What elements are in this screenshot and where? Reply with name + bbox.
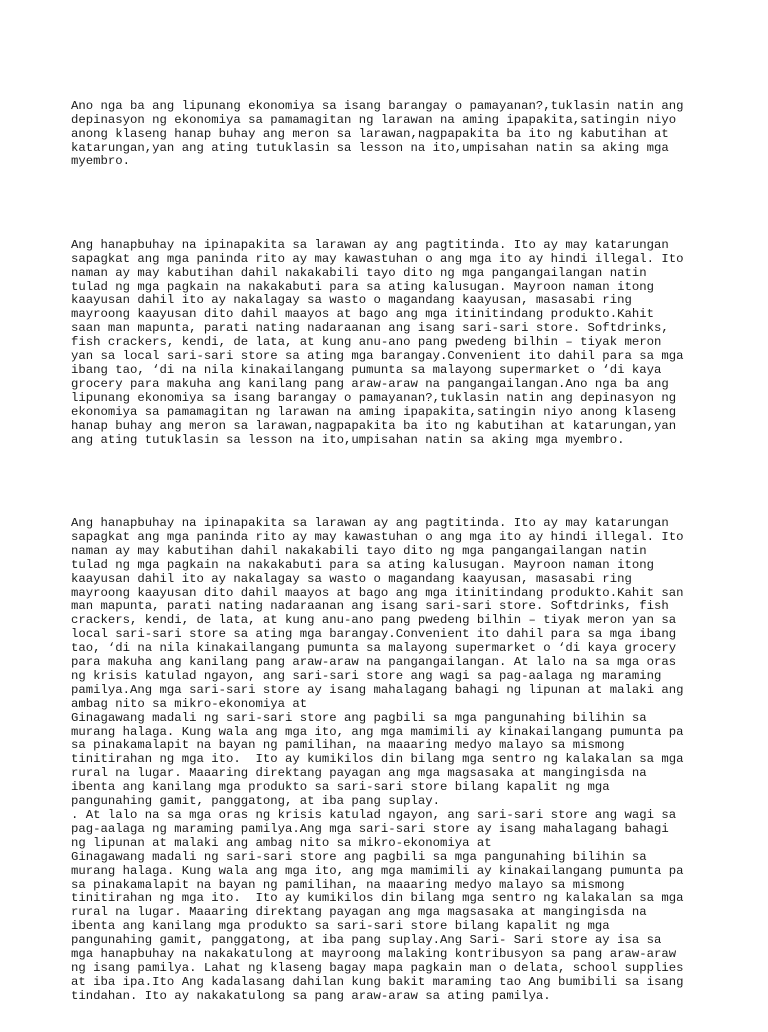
- body-paragraph-1: Ang hanapbuhay na ipinapakita sa larawan ay ang pagtitinda. Ito ay may katarungan sapagkat ang mga paninda rito ay may kawastuhan o ang mga ito ay hindi illegal. Ito naman ay may kabutihan dahil nakakabili tayo dito ng mga pangangailangan natin tulad ng mga pagkain na nakakabuti para sa ating kalusugan. Mayroon naman itong kaayusan dahil ito ay nakalagay sa wasto o magandang kaayusan, masasabi ring mayroong kaayusan dito dahil maayos at bago ang mga itinitindang produkto.Kahit saan man mapunta, parati nating nadaraanan ang isang sari-sari store. Softdrinks, fish crackers, kendi, de lata, at kung anu-ano pang pwedeng bilhin – tiyak meron yan sa local sari-sari store sa ating mga barangay.Convenient ito dahil para sa mga ibang tao, ‘di na nila kinakailangang pumunta sa malayong supermarket o ‘di kaya grocery para makuha ang kanilang pang araw-araw na pangangailangan.Ano nga ba ang lipunang ekonomiya sa isang barangay o pamayanan?,tuklasin natin ang depinasyon ng ekonomiya sa pamamagitan ng larawan na aming ipapakita,satingin niyo anong klaseng hanap buhay ang meron sa larawan,nagpapakita ba ito ng kabutihan at katarungan,yan ang ating tutuklasin sa lesson na ito,umpisahan natin sa aking mga myembro.: [71, 237, 684, 447]
- paragraph-spacer: [71, 197, 711, 211]
- paragraph-spacer: [71, 475, 711, 489]
- body-paragraph-2: Ang hanapbuhay na ipinapakita sa larawan ay ang pagtitinda. Ito ay may katarungan sapagkat ang mga paninda rito ay may kawastuhan o ang mga ito ay hindi illegal. Ito naman ay may kabutihan dahil nakakabili tayo dito ng mga pangangailangan natin tulad ng mga pagkain na nakakabuti para sa ating kalusugan. Mayroon naman itong kaayusan dahil ito ay nakalagay sa wasto o magandang kaayusan, masasabi ring mayroong kaayusan dito dahil maayos at bago ang mga itinitindang produkto.Kahit san man mapunta, parati nating nadaraanan ang isang sari-sari store. Softdrinks, fish crackers, kendi, de lata, at kung anu-ano pang pwedeng bilhin – tiyak meron yan sa local sari-sari store sa ating mga barangay.Convenient ito dahil para sa mga ibang tao, ‘di na nila kinakailangang pumunta sa malayong supermarket o ‘di kaya grocery para makuha ang kanilang pang araw-araw na pangangailangan. At lalo na sa mga oras ng krisis katulad ngayon, ang sari-sari store ang wagi sa pag-aalaga ng maraming pamilya.Ang mga sari-sari store ay isang mahalagang bahagi ng lipunan at malaki ang ambag nito sa mikro-ekonomiya at Ginagawang madali ng sari-sari store ang pagbili sa mga pangunahing bilihin sa murang halaga. Kung wala ang mga ito, ang mga mamimili ay kinakailangang pumunta pa sa pinakamalapit na bayan ng pamilihan, na maaaring medyo malayo sa mismong tinitirahan ng mga ito. Ito ay kumikilos din bilang mga sentro ng kalakalan sa mga rural na lugar. Maaaring direktang payagan ang mga magsasaka at mangingisda na ibenta ang kanilang mga produkto sa sari-sari store bilang kapalit ng mga pangunahing gamit, panggatong, at iba pang suplay. . At lalo na sa mga oras ng krisis katulad ngayon, ang sari-sari store ang wagi sa pag-aalaga ng maraming pamilya.Ang mga sari-sari store ay isang mahalagang bahagi ng lipunan at malaki ang ambag nito sa mikro-ekonomiya at Ginagawang madali ng sari-sari store ang pagbili sa mga pangunahing bilihin sa murang halaga. Kung wala ang mga ito, ang mga mamimili ay kinakailangang pumunta pa sa pinakamalapit na bayan ng pamilihan, na maaaring medyo malayo sa mismong tinitirahan ng mga ito. Ito ay kumikilos din bilang mga sentro ng kalakalan sa mga rural na lugar. Maaaring direktang payagan ang mga magsasaka at mangingisda na ibenta ang kanilang mga produkto sa sari-sari store bilang kapalit ng mga pangunahing gamit, panggatong, at iba pang suplay.Ang Sari- Sari store ay isa sa mga hanapbuhay na nakakatulong at mayroong malaking kontribusyon sa pang araw-araw ng isang pamilya. Lahat ng klaseng bagay mapa pagkain man o delata, school supplies at iba ipa.Ito Ang kadalasang dahilan kung bakit maraming tao Ang bumibili sa isang tindahan. Ito ay nakakatulong sa pang araw-araw sa ating pamilya.: [71, 515, 684, 1003]
- intro-paragraph: Ano nga ba ang lipunang ekonomiya sa isang barangay o pamayanan?,tuklasin natin ang depinasyon ng ekonomiya sa pamamagitan ng larawan na aming ipapakita,satingin niyo anong klaseng hanap buhay ang meron sa larawan,nagpapakita ba ito ng kabutihan at katarungan,yan ang ating tutuklasin sa lesson na ito,umpisahan natin sa aking mga myembro.: [71, 98, 684, 169]
- document-body: [71, 72, 711, 1032]
